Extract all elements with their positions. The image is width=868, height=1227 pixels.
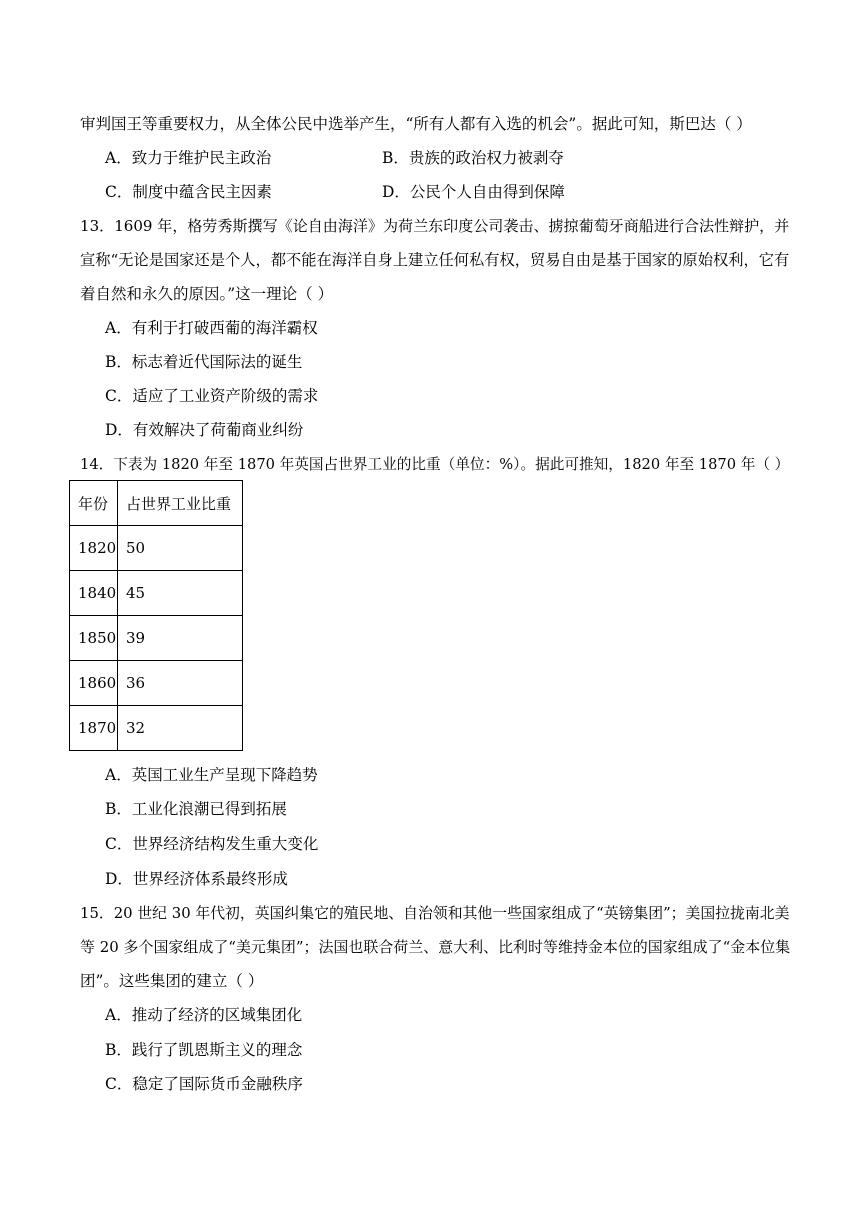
q15-stem-line-3: 团”。这些集团的建立（ ） bbox=[80, 972, 264, 990]
table-cell-year: 1820 bbox=[70, 526, 118, 571]
q14-stem: 14．下表为 1820 年至 1870 年英国占世界工业的比重（单位：%）。据此可推知，1820 年至 1870 年（ ） bbox=[80, 456, 790, 473]
q12-option-d: D．公民个人自由得到保障 bbox=[382, 183, 565, 201]
q12-option-a: A．致力于维护民主政治 bbox=[105, 149, 272, 167]
table-cell-share: 45 bbox=[118, 571, 243, 616]
table-cell-year: 1860 bbox=[70, 661, 118, 706]
q13-option-c: C．适应了工业资产阶级的需求 bbox=[105, 387, 319, 405]
table-cell-year: 1840 bbox=[70, 571, 118, 616]
industry-share-table bbox=[69, 480, 243, 751]
table-row bbox=[70, 571, 243, 616]
table-header-share: 占世界工业比重 bbox=[118, 481, 243, 526]
q15-stem-line-2: 等 20 多个国家组成了“美元集团”；法国也联合荷兰、意大利、比利时等维持金本位的国家组成了“金本位集 bbox=[80, 938, 791, 956]
table-cell-share: 50 bbox=[118, 526, 243, 571]
table-cell-share: 36 bbox=[118, 661, 243, 706]
table-cell-share: 39 bbox=[118, 616, 243, 661]
table-cell-year: 1870 bbox=[70, 706, 118, 751]
q13-option-b: B．标志着近代国际法的诞生 bbox=[105, 353, 303, 371]
q13-option-d: D．有效解决了荷葡商业纠纷 bbox=[105, 421, 304, 439]
q13-option-a: A．有利于打破西葡的海洋霸权 bbox=[105, 319, 318, 337]
table-row bbox=[70, 706, 243, 751]
q15-option-c: C．稳定了国际货币金融秩序 bbox=[105, 1075, 303, 1093]
table-row bbox=[70, 526, 243, 571]
q14-option-d: D．世界经济体系最终形成 bbox=[105, 870, 288, 888]
table-cell-year: 1850 bbox=[70, 616, 118, 661]
q15-option-b: B．践行了凯恩斯主义的理念 bbox=[105, 1041, 303, 1059]
q13-stem-line-2: 宣称“无论是国家还是个人，都不能在海洋自身上建立任何私有权，贸易自由是基于国家的原始权利，它有 bbox=[80, 251, 790, 269]
table-row bbox=[70, 661, 243, 706]
q14-option-a: A．英国工业生产呈现下降趋势 bbox=[105, 766, 318, 784]
table-header-row bbox=[70, 481, 243, 526]
q14-option-c: C．世界经济结构发生重大变化 bbox=[105, 835, 319, 853]
q12-option-c: C．制度中蕴含民主因素 bbox=[105, 183, 272, 201]
q13-stem-line-3: 着自然和永久的原因。”这一理论（ ） bbox=[80, 285, 334, 303]
q15-option-a: A．推动了经济的区域集团化 bbox=[105, 1006, 303, 1024]
table-header-year: 年份 bbox=[70, 481, 118, 526]
table-row bbox=[70, 616, 243, 661]
q13-stem-line-1: 13．1609 年，格劳秀斯撰写《论自由海洋》为荷兰东印度公司袭击、掳掠葡萄牙商船进行合法性辩护，并 bbox=[80, 217, 790, 235]
q12-stem: 审判国王等重要权力，从全体公民中选举产生，“所有人都有入选的机会”。据此可知，斯巴达（ ） bbox=[80, 115, 752, 133]
q15-stem-line-1: 15．20 世纪 30 年代初，英国纠集它的殖民地、自治领和其他一些国家组成了“英镑集团”；美国拉拢南北美 bbox=[80, 904, 790, 922]
q14-option-b: B．工业化浪潮已得到拓展 bbox=[105, 800, 287, 818]
q12-option-b: B．贵族的政治权力被剥夺 bbox=[382, 149, 564, 167]
table-cell-share: 32 bbox=[118, 706, 243, 751]
